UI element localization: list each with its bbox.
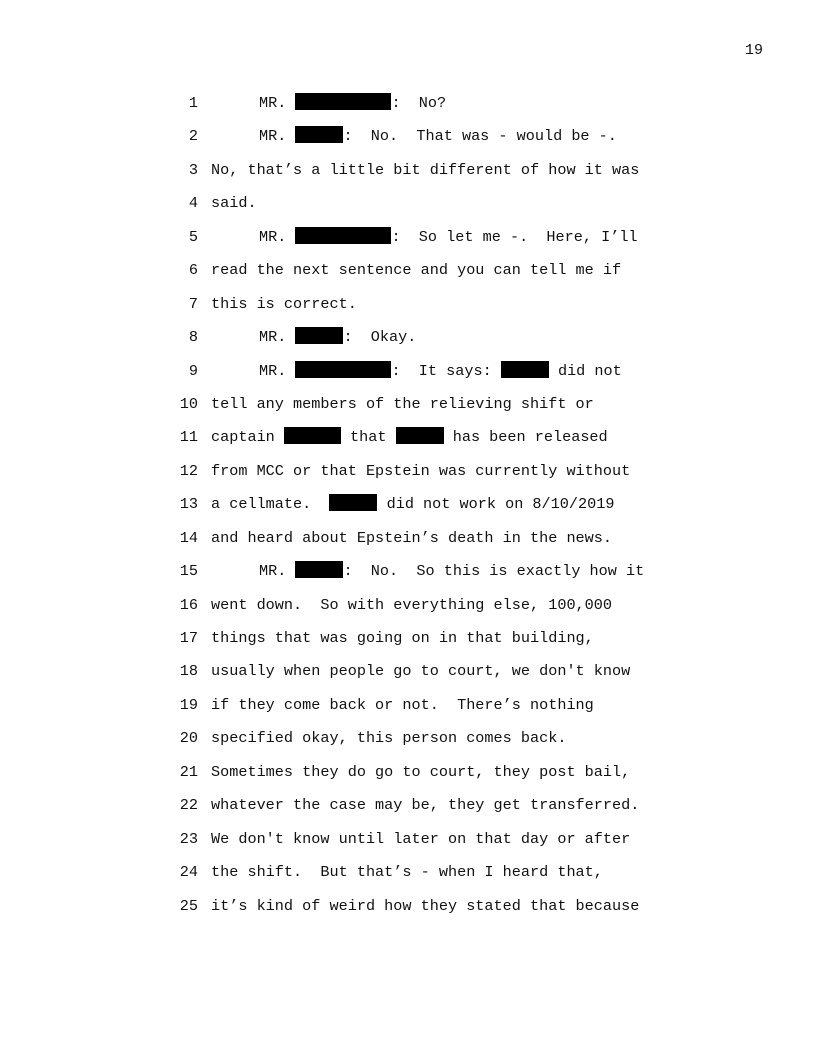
- line-text: [211, 627, 594, 649]
- line-number: 21: [179, 762, 198, 781]
- transcript-line: [0, 527, 816, 560]
- transcript-line: [0, 861, 816, 894]
- transcript-line: [0, 226, 816, 259]
- text-segment: if they come back or not. There’s nothing: [211, 695, 594, 714]
- line-text: [259, 360, 622, 382]
- line-number: 2: [188, 127, 198, 146]
- text-segment: : No. So this is exactly how it: [343, 562, 645, 581]
- text-segment: MR.: [259, 227, 296, 246]
- text-segment: MR.: [259, 562, 296, 581]
- line-text: [259, 326, 416, 348]
- line-number: 7: [188, 294, 198, 313]
- line-number: 8: [188, 328, 198, 347]
- line-text: [259, 92, 446, 114]
- text-segment: MR.: [259, 127, 296, 146]
- redaction-block: [284, 427, 341, 444]
- line-text: [211, 660, 630, 682]
- line-text: [259, 125, 617, 147]
- line-text: [259, 560, 644, 582]
- line-number: 18: [179, 662, 198, 681]
- transcript-line: [0, 627, 816, 660]
- line-number: 24: [179, 863, 198, 882]
- text-segment: MR.: [259, 361, 296, 380]
- transcript-line: [0, 828, 816, 861]
- text-segment: said.: [211, 194, 257, 213]
- text-segment: and heard about Epstein’s death in the news.: [211, 528, 613, 547]
- text-segment: read the next sentence and you can tell me if: [211, 261, 622, 280]
- line-text: [211, 460, 630, 482]
- redaction-block: [295, 227, 391, 244]
- text-segment: went down. So with everything else, 100,000: [211, 595, 613, 614]
- text-segment: : No?: [391, 94, 447, 112]
- transcript-line: [0, 761, 816, 794]
- text-segment: the shift. But that’s - when I heard that,: [211, 863, 603, 882]
- redaction-block: [295, 126, 343, 143]
- transcript-line: [0, 426, 816, 459]
- transcript-line: [0, 259, 816, 292]
- redaction-block: [501, 361, 549, 378]
- transcript-line: [0, 326, 816, 359]
- redaction-block: [329, 494, 377, 511]
- line-text: [211, 192, 257, 214]
- text-segment: specified okay, this person comes back.: [211, 729, 567, 748]
- transcript-line: [0, 393, 816, 426]
- redaction-block: [396, 427, 444, 444]
- line-number: 22: [179, 796, 198, 815]
- transcript-line: [0, 125, 816, 158]
- line-text: [211, 293, 357, 315]
- text-segment: has been released: [443, 428, 608, 447]
- line-text: [211, 159, 639, 181]
- text-segment: : It says:: [391, 361, 501, 380]
- line-text: [211, 393, 594, 415]
- text-segment: it’s kind of weird how they stated that because: [211, 896, 640, 915]
- transcript-line: [0, 493, 816, 526]
- text-segment: did not: [548, 361, 622, 380]
- line-number: 12: [179, 461, 198, 480]
- text-segment: that: [340, 428, 396, 447]
- line-text: [211, 594, 612, 616]
- text-segment: from MCC or that Epstein was currently without: [211, 461, 631, 480]
- text-segment: captain: [211, 428, 284, 447]
- text-segment: : No. That was - would be -.: [343, 127, 617, 146]
- line-number: 25: [179, 896, 198, 915]
- redaction-block: [295, 561, 343, 578]
- line-text: [211, 761, 630, 783]
- text-segment: whatever the case may be, they get transferred.: [211, 796, 640, 815]
- text-segment: : So let me -. Here, I’ll: [391, 227, 638, 246]
- text-segment: tell any members of the relieving shift or: [211, 394, 594, 413]
- line-number: 11: [179, 428, 198, 447]
- transcript-body: [0, 92, 816, 928]
- transcript-line: [0, 560, 816, 593]
- text-segment: this is correct.: [211, 294, 357, 313]
- line-number: 5: [188, 227, 198, 246]
- transcript-line: [0, 794, 816, 827]
- transcript-line: [0, 192, 816, 225]
- line-text: [211, 794, 639, 816]
- transcript-line: [0, 293, 816, 326]
- line-number: 17: [179, 629, 198, 647]
- transcript-line: [0, 92, 816, 125]
- text-segment: No, that’s a little bit different of how it was: [211, 160, 640, 179]
- transcript-line: [0, 159, 816, 192]
- line-number: 16: [179, 595, 198, 614]
- redaction-block: [295, 327, 343, 344]
- line-text: [211, 861, 603, 883]
- text-segment: usually when people go to court, we don't know: [211, 662, 631, 681]
- transcript-line: [0, 895, 816, 928]
- line-number: 6: [188, 261, 198, 280]
- line-text: [211, 426, 608, 448]
- text-segment: We don't know until later on that day or after: [211, 829, 631, 848]
- line-number: 15: [179, 562, 198, 581]
- line-number: 1: [188, 94, 198, 112]
- transcript-line: [0, 660, 816, 693]
- line-text: [211, 895, 639, 917]
- redaction-block: [295, 93, 391, 110]
- line-text: [211, 259, 621, 281]
- text-segment: things that was going on in that building,: [211, 629, 594, 647]
- line-number: 10: [179, 394, 198, 413]
- transcript-line: [0, 727, 816, 760]
- transcript-line: [0, 360, 816, 393]
- text-segment: MR.: [259, 328, 296, 347]
- line-number: 20: [179, 729, 198, 748]
- text-segment: MR.: [259, 94, 296, 112]
- line-text: [211, 828, 630, 850]
- line-text: [211, 493, 614, 515]
- transcript-line: [0, 694, 816, 727]
- text-segment: did not work on 8/10/2019: [377, 495, 615, 514]
- line-number: 13: [179, 495, 198, 514]
- line-number: 23: [179, 829, 198, 848]
- text-segment: Sometimes they do go to court, they post bail,: [211, 762, 631, 781]
- line-number: 19: [179, 695, 198, 714]
- line-number: 9: [188, 361, 198, 380]
- line-text: [211, 527, 612, 549]
- text-segment: : Okay.: [343, 328, 417, 347]
- line-text: [211, 727, 566, 749]
- page-number: 19: [744, 42, 763, 59]
- line-number: 4: [188, 194, 198, 213]
- transcript-line: [0, 594, 816, 627]
- line-number: 3: [188, 160, 198, 179]
- line-number: 14: [179, 528, 198, 547]
- line-text: [211, 694, 594, 716]
- redaction-block: [295, 361, 391, 378]
- line-text: [259, 226, 638, 248]
- text-segment: a cellmate.: [211, 495, 330, 514]
- transcript-line: [0, 460, 816, 493]
